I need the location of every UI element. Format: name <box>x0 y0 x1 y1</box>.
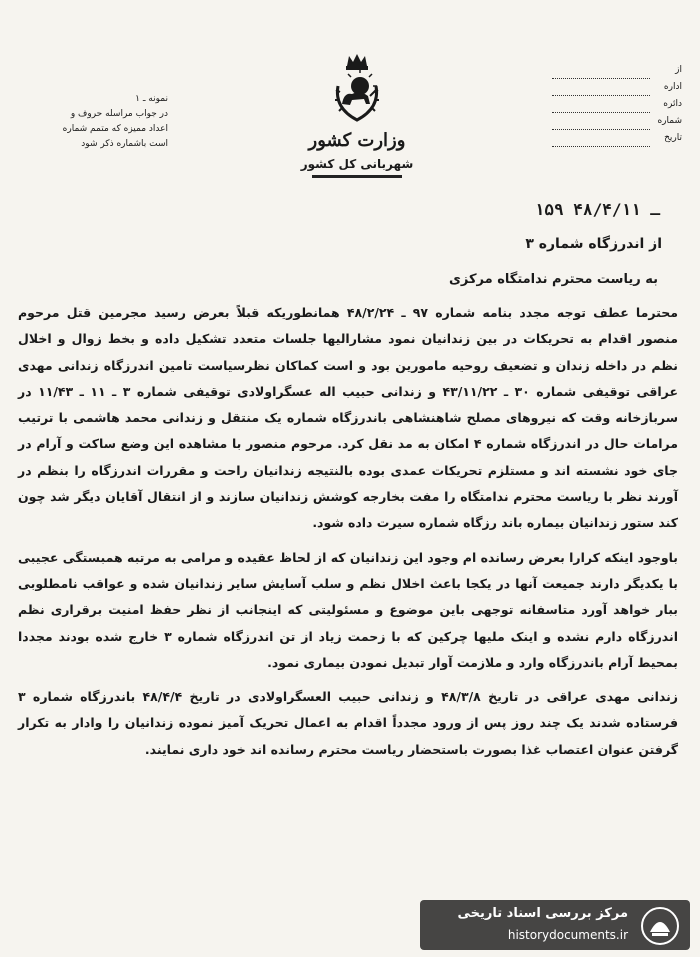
field-label: شماره <box>657 116 682 126</box>
field-dotted-line <box>552 101 650 113</box>
title-divider <box>312 175 402 178</box>
field-division <box>552 96 682 113</box>
field-label: تاریخ <box>664 133 682 143</box>
field-number <box>552 113 682 130</box>
field-dotted-line <box>552 67 650 79</box>
field-dotted-line <box>552 118 650 130</box>
field-from <box>552 62 682 79</box>
field-dotted-line <box>552 84 650 96</box>
form-label: نمونه ـ ۱ <box>135 94 168 104</box>
field-date <box>552 130 682 147</box>
letterhead-note <box>28 92 168 152</box>
note-line: است باشماره ذکر شود <box>81 139 168 149</box>
field-label: دائره <box>663 99 682 109</box>
reference-number: ۱۵۹ ـ ۴۸/۴/۱۱ <box>534 200 660 219</box>
note-line: در جواب مراسله حروف و <box>70 109 168 119</box>
letter-body <box>18 300 678 771</box>
archive-logo-icon <box>640 906 680 946</box>
field-label: اداره <box>663 82 682 92</box>
paragraph: زندانی مهدی عراقی در تاریخ ۴۸/۳/۸ و زندانی حبیب العسگراولادی در تاریخ ۴۸/۴/۴ باندرزگاه شماره ۳ فرستاده شدند یک چند روز پس از ورود مجدداً اقدام به اعمال تحریک آمیز نموده زندانیان را وادار به تکرار گرفتن عنوان اعتصاب غذا بصورت باستحضار ریاست محترم رسانده اند خود داری نمایند. <box>18 689 678 757</box>
archive-watermark <box>420 900 690 950</box>
paragraph: محترما عطف توجه مجدد بنامه شماره ۹۷ ـ ۴۸/۲/۲۴ همانطوریکه قبلاً بعرض رسید مجرمین قتل مرحوم منصور اقدام به تحریکات در بین زندانیان نمود مشارالیها جلسات متعدد تشکیل داده و بخط زوال و اخلال نظم در داخله زندان و تضعیف روحیه مامورین بود و است کماکان نظرسیاست تامین اندرزگاه زندانی مهدی عراقی توقیفی شماره ۳۰ ـ ۴۳/۱۱/۲۲ و زندانی حبیب اله عسگراولادی توقیفی شماره ۳ ـ ۱۱ ـ ۱۱/۴۳ در سربازخانه وقت که نیروهای مصلح شاهنشاهی باندرزگاه شماره یک منتقل و زندانی محمد هاشمی با ترتیب مرامات حال در اندرزگاه شماره ۴ امکان به مد نقل کرد. مرحوم منصور با مشاهده این وضع ساکت و آرام در جای خود نشسته اند و مستلزم تحریکات عمدی بوده بالنتیجه زندانیان راحت و مقررات اندرزگاه را بنظم در آورند نظر با ریاست محترم ندامتگاه را مفت بخارجه کوشش زندانیان سازند و از انتقال آقایان دیگر شد چون کند ستور زندانیان بیماره باند رزگاه شماره سیرت داده شود. <box>18 305 679 531</box>
field-label: از <box>675 65 682 75</box>
ministry-title: وزارت کشور <box>308 130 406 151</box>
letterhead-center <box>292 52 422 178</box>
department-title: شهربانی کل کشور <box>300 157 414 171</box>
field-office <box>552 79 682 96</box>
field-dotted-line <box>552 135 650 147</box>
letterhead-fields <box>552 62 682 147</box>
lion-and-sun-emblem-icon <box>330 52 384 124</box>
note-line: اعداد ممیزه که متمم شماره <box>62 124 168 134</box>
watermark-name: مرکز بررسی اسناد تاریخی <box>457 906 628 921</box>
sender-line: از اندرزگاه شماره ۳ <box>525 236 662 252</box>
paragraph: باوجود اینکه کرارا بعرض رسانده ام وجود این زندانیان که از لحاظ عقیده و مرامی به مرتبه همبستگی عجیبی با یکدیگر دارند جمیعت آنها در یکجا باعث اخلال نظم و سلب آسایش سایر زندانیان شده و عواقب نامطلوبی ببار خواهد آورد متاسفانه توجهی باین موضوع و مسئولیتی که اینجانب از نظر حفظ امنیت برقراری نظم اندرزگاه دارم نشده و اینک ملیها چرکین که با زحمت زیاد از تن اندرزگاه شماره ۳ خارج شده بودند مجددا بمحیط آرام باندرزگاه وارد و ملازمت آوار تبدیل نمودن بیماری نمود. <box>18 549 678 670</box>
recipient-line: به ریاست محترم ندامتگاه مرکزی <box>448 272 658 287</box>
watermark-url: historydocuments.ir <box>507 928 628 942</box>
